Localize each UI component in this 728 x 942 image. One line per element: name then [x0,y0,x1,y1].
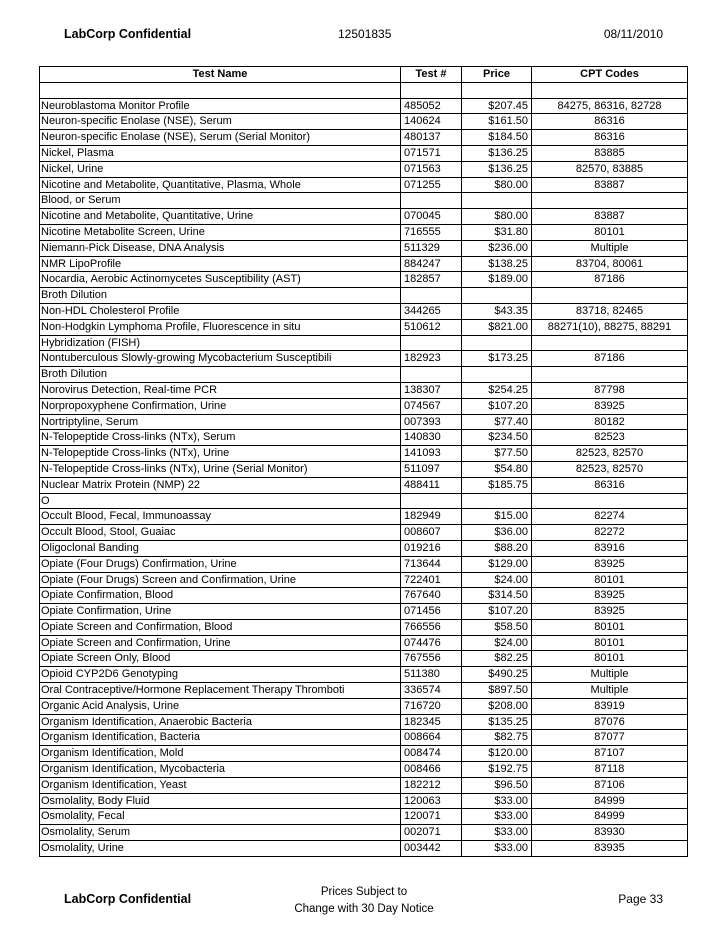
table-row [40,477,688,493]
cell-test-name: Osmolality, Urine [40,841,401,857]
cell-price: $77.50 [462,446,532,462]
table-row [40,540,688,556]
cell-test-name: NMR LipoProfile [40,256,401,272]
cell-price: $207.45 [462,98,532,114]
cell-test-number: 511097 [401,461,462,477]
cell-cpt-codes: 83885 [532,145,688,161]
cell-test-name: N-Telopeptide Cross-links (NTx), Urine [40,446,401,462]
cell-cpt-codes: 86316 [532,130,688,146]
cell-cpt-codes: 87077 [532,730,688,746]
table-row [40,145,688,161]
cell-price: $33.00 [462,809,532,825]
cell-test-name: Opiate (Four Drugs) Screen and Confirmation, Urine [40,572,401,588]
cell-price: $107.20 [462,604,532,620]
header-date: 08/11/2010 [603,27,663,41]
table-row [40,177,688,193]
cell-price: $173.25 [462,351,532,367]
cell-price: $88.20 [462,540,532,556]
cell-test-name: Organism Identification, Yeast [40,777,401,793]
cell-cpt-codes: 83704, 80061 [532,256,688,272]
cell-cpt-codes: 82274 [532,509,688,525]
cell-cpt-codes: 80101 [532,572,688,588]
cell-test-number: 120063 [401,793,462,809]
cell-price: $136.25 [462,145,532,161]
cell-price: $77.40 [462,414,532,430]
cell-cpt-codes: 87107 [532,746,688,762]
cell-test-number: 488411 [401,477,462,493]
header-center: 12501835 [338,27,392,41]
table-row [40,82,688,98]
cell-test-name: Norovirus Detection, Real-time PCR [40,382,401,398]
table-row [40,161,688,177]
cell-price: $135.25 [462,714,532,730]
cell-test-number: 485052 [401,98,462,114]
cell-test-number [401,193,462,209]
table-row [40,809,688,825]
cell-price: $129.00 [462,556,532,572]
table-row [40,446,688,462]
table-row [40,256,688,272]
table-row [40,382,688,398]
cell-price: $120.00 [462,746,532,762]
cell-test-number [401,335,462,351]
cell-test-name: Broth Dilution [40,288,401,304]
cell-test-number: 071255 [401,177,462,193]
cell-test-name: Organism Identification, Anaerobic Bacteria [40,714,401,730]
cell-test-number: 074567 [401,398,462,414]
cell-cpt-codes: 83718, 82465 [532,303,688,319]
cell-price: $184.50 [462,130,532,146]
cell-cpt-codes: 83916 [532,540,688,556]
cell-test-number: 884247 [401,256,462,272]
cell-cpt-codes: 84999 [532,809,688,825]
cell-test-name: Niemann-Pick Disease, DNA Analysis [40,240,401,256]
cell-cpt-codes: 80101 [532,224,688,240]
table-row [40,604,688,620]
cell-test-name: Nortriptyline, Serum [40,414,401,430]
cell-test-number [401,288,462,304]
cell-price: $236.00 [462,240,532,256]
table-row [40,651,688,667]
cell-price: $24.00 [462,635,532,651]
cell-test-name: Non-Hodgkin Lymphoma Profile, Fluorescence in situ [40,319,401,335]
cell-test-number: 138307 [401,382,462,398]
cell-test-name: Opiate Screen and Confirmation, Urine [40,635,401,651]
table-row [40,619,688,635]
cell-test-number [401,493,462,509]
table-row [40,461,688,477]
cell-cpt-codes: 80101 [532,651,688,667]
table-row [40,398,688,414]
cell-test-name: N-Telopeptide Cross-links (NTx), Serum [40,430,401,446]
table-row [40,288,688,304]
cell-test-number: 074476 [401,635,462,651]
table-row [40,367,688,383]
cell-price: $82.25 [462,651,532,667]
cell-test-number: 008466 [401,762,462,778]
cell-test-name: Occult Blood, Fecal, Immunoassay [40,509,401,525]
cell-test-name: Oral Contraceptive/Hormone Replacement Therapy Thromboti [40,683,401,699]
cell-cpt-codes: 86316 [532,477,688,493]
cell-test-number: 511380 [401,667,462,683]
col-header-test-name: Test Name [40,67,401,83]
cell-cpt-codes: 82523, 82570 [532,461,688,477]
cell-test-number: 008664 [401,730,462,746]
cell-test-name: Opiate (Four Drugs) Confirmation, Urine [40,556,401,572]
table-row [40,224,688,240]
cell-test-name: Broth Dilution [40,367,401,383]
cell-cpt-codes: 83935 [532,841,688,857]
cell-price [462,288,532,304]
cell-price [462,82,532,98]
table-body [40,82,688,856]
cell-cpt-codes: 83925 [532,398,688,414]
cell-price: $107.20 [462,398,532,414]
cell-cpt-codes [532,335,688,351]
cell-cpt-codes: Multiple [532,667,688,683]
cell-price [462,367,532,383]
cell-price: $192.75 [462,762,532,778]
cell-cpt-codes [532,82,688,98]
cell-test-number: 182345 [401,714,462,730]
cell-cpt-codes: 83925 [532,588,688,604]
cell-test-number: 140624 [401,114,462,130]
cell-test-number: 141093 [401,446,462,462]
cell-test-name: N-Telopeptide Cross-links (NTx), Urine (Serial Monitor) [40,461,401,477]
cell-test-name: Neuron-specific Enolase (NSE), Serum (Serial Monitor) [40,130,401,146]
cell-test-name [40,82,401,98]
table-row [40,272,688,288]
cell-price [462,493,532,509]
table-row [40,714,688,730]
cell-price: $254.25 [462,382,532,398]
table-row [40,777,688,793]
cell-test-number: 071563 [401,161,462,177]
table-row [40,98,688,114]
cell-test-name: Occult Blood, Stool, Guaiac [40,525,401,541]
table-row [40,698,688,714]
cell-price: $54.80 [462,461,532,477]
cell-cpt-codes: 84999 [532,793,688,809]
cell-test-number: 713644 [401,556,462,572]
cell-test-name: Nicotine Metabolite Screen, Urine [40,224,401,240]
cell-test-number: 716720 [401,698,462,714]
table-row [40,414,688,430]
cell-cpt-codes: 82272 [532,525,688,541]
cell-price: $58.50 [462,619,532,635]
cell-price: $490.25 [462,667,532,683]
cell-cpt-codes: 83919 [532,698,688,714]
table-row [40,114,688,130]
cell-test-name: Blood, or Serum [40,193,401,209]
cell-cpt-codes: 88271(10), 88275, 88291 [532,319,688,335]
cell-test-name: Oligoclonal Banding [40,540,401,556]
table-row [40,793,688,809]
cell-cpt-codes: 80101 [532,619,688,635]
cell-price: $33.00 [462,793,532,809]
cell-test-name: Organic Acid Analysis, Urine [40,698,401,714]
cell-test-number: 182857 [401,272,462,288]
cell-test-name: Nuclear Matrix Protein (NMP) 22 [40,477,401,493]
table-row [40,509,688,525]
cell-price: $15.00 [462,509,532,525]
cell-test-name: Opiate Confirmation, Urine [40,604,401,620]
cell-price: $897.50 [462,683,532,699]
cell-test-name: Hybridization (FISH) [40,335,401,351]
cell-test-name: Opiate Screen Only, Blood [40,651,401,667]
cell-test-number: 140830 [401,430,462,446]
cell-test-number: 070045 [401,209,462,225]
cell-test-name: Nocardia, Aerobic Actinomycetes Susceptibility (AST) [40,272,401,288]
cell-cpt-codes: 87106 [532,777,688,793]
cell-cpt-codes: 83925 [532,556,688,572]
cell-test-number: 002071 [401,825,462,841]
table-row [40,430,688,446]
cell-test-number: 182212 [401,777,462,793]
cell-cpt-codes: 87076 [532,714,688,730]
cell-price: $208.00 [462,698,532,714]
cell-test-name: Osmolality, Fecal [40,809,401,825]
cell-cpt-codes: 82523 [532,430,688,446]
footer-notice-line1: Prices Subject to [320,886,408,898]
cell-test-number: 511329 [401,240,462,256]
cell-test-name: Nicotine and Metabolite, Quantitative, Plasma, Whole [40,177,401,193]
cell-test-number: 007393 [401,414,462,430]
cell-test-number: 071456 [401,604,462,620]
cell-test-number: 716555 [401,224,462,240]
cell-cpt-codes: 83925 [532,604,688,620]
cell-cpt-codes: 86316 [532,114,688,130]
cell-cpt-codes: 80101 [532,635,688,651]
cell-price: $234.50 [462,430,532,446]
table-row [40,319,688,335]
cell-test-name: Organism Identification, Bacteria [40,730,401,746]
table-row [40,335,688,351]
cell-price: $80.00 [462,177,532,193]
cell-test-name: Norpropoxyphene Confirmation, Urine [40,398,401,414]
header-left: LabCorp Confidential [64,27,192,41]
cell-test-number: 722401 [401,572,462,588]
cell-cpt-codes: 83887 [532,209,688,225]
cell-price [462,335,532,351]
cell-price: $33.00 [462,825,532,841]
cell-test-number: 008474 [401,746,462,762]
table-row [40,588,688,604]
table-row [40,351,688,367]
cell-test-number: 344265 [401,303,462,319]
cell-cpt-codes: Multiple [532,683,688,699]
table-row [40,762,688,778]
cell-test-name: Nontuberculous Slowly-growing Mycobacterium Susceptibili [40,351,401,367]
table-row [40,525,688,541]
cell-test-name: Non-HDL Cholesterol Profile [40,303,401,319]
cell-cpt-codes [532,367,688,383]
cell-price: $82.75 [462,730,532,746]
cell-test-name: Organism Identification, Mold [40,746,401,762]
table-row [40,556,688,572]
cell-test-number: 510612 [401,319,462,335]
cell-test-number: 480137 [401,130,462,146]
table-row [40,683,688,699]
cell-price [462,193,532,209]
cell-price: $80.00 [462,209,532,225]
cell-test-name: Opiate Confirmation, Blood [40,588,401,604]
cell-test-number: 336574 [401,683,462,699]
col-header-test-number: Test # [401,67,462,83]
cell-cpt-codes: Multiple [532,240,688,256]
cell-price: $24.00 [462,572,532,588]
cell-price: $36.00 [462,525,532,541]
table-row [40,303,688,319]
table-row [40,746,688,762]
col-header-price: Price [462,67,532,83]
cell-test-number [401,82,462,98]
cell-cpt-codes [532,193,688,209]
table-row [40,667,688,683]
cell-test-number: 120071 [401,809,462,825]
cell-test-number: 766556 [401,619,462,635]
table-row [40,730,688,746]
cell-test-number: 767640 [401,588,462,604]
cell-price: $96.50 [462,777,532,793]
cell-cpt-codes: 83887 [532,177,688,193]
cell-cpt-codes: 83930 [532,825,688,841]
price-table [39,66,688,857]
cell-cpt-codes [532,288,688,304]
footer-notice-line2: Change with 30 Day Notice [294,903,434,915]
cell-price: $185.75 [462,477,532,493]
cell-test-number: 003442 [401,841,462,857]
page-number: Page 33 [618,892,663,906]
footer-notice [250,884,478,918]
cell-test-name: Nickel, Urine [40,161,401,177]
cell-cpt-codes: 87186 [532,351,688,367]
cell-test-number: 008607 [401,525,462,541]
cell-test-name: Nicotine and Metabolite, Quantitative, Urine [40,209,401,225]
cell-test-number: 182949 [401,509,462,525]
table-row [40,493,688,509]
table-row [40,193,688,209]
cell-test-number [401,367,462,383]
table-row [40,130,688,146]
cell-price: $189.00 [462,272,532,288]
table-row [40,240,688,256]
cell-cpt-codes: 87186 [532,272,688,288]
cell-test-name: Nickel, Plasma [40,145,401,161]
cell-test-name: Neuroblastoma Monitor Profile [40,98,401,114]
cell-cpt-codes: 82523, 82570 [532,446,688,462]
table-row [40,825,688,841]
cell-test-number: 767556 [401,651,462,667]
table-row [40,841,688,857]
cell-price: $314.50 [462,588,532,604]
cell-cpt-codes: 87118 [532,762,688,778]
table-row [40,209,688,225]
cell-price: $161.50 [462,114,532,130]
footer-left: LabCorp Confidential [64,892,192,906]
cell-price: $33.00 [462,841,532,857]
cell-test-name: Neuron-specific Enolase (NSE), Serum [40,114,401,130]
cell-test-name: Osmolality, Serum [40,825,401,841]
col-header-cpt-codes: CPT Codes [532,67,688,83]
cell-test-name: Organism Identification, Mycobacteria [40,762,401,778]
cell-test-name: Osmolality, Body Fluid [40,793,401,809]
cell-price: $31.80 [462,224,532,240]
cell-cpt-codes: 87798 [532,382,688,398]
table-row [40,572,688,588]
cell-test-name: Opiate Screen and Confirmation, Blood [40,619,401,635]
cell-cpt-codes: 80182 [532,414,688,430]
cell-cpt-codes: 82570, 83885 [532,161,688,177]
cell-price: $821.00 [462,319,532,335]
cell-cpt-codes: 84275, 86316, 82728 [532,98,688,114]
cell-test-number: 019216 [401,540,462,556]
cell-cpt-codes [532,493,688,509]
table-row [40,635,688,651]
cell-price: $136.25 [462,161,532,177]
cell-test-number: 182923 [401,351,462,367]
table-header-row [40,67,688,83]
cell-test-name: O [40,493,401,509]
cell-price: $138.25 [462,256,532,272]
cell-price: $43.35 [462,303,532,319]
cell-test-number: 071571 [401,145,462,161]
cell-test-name: Opioid CYP2D6 Genotyping [40,667,401,683]
